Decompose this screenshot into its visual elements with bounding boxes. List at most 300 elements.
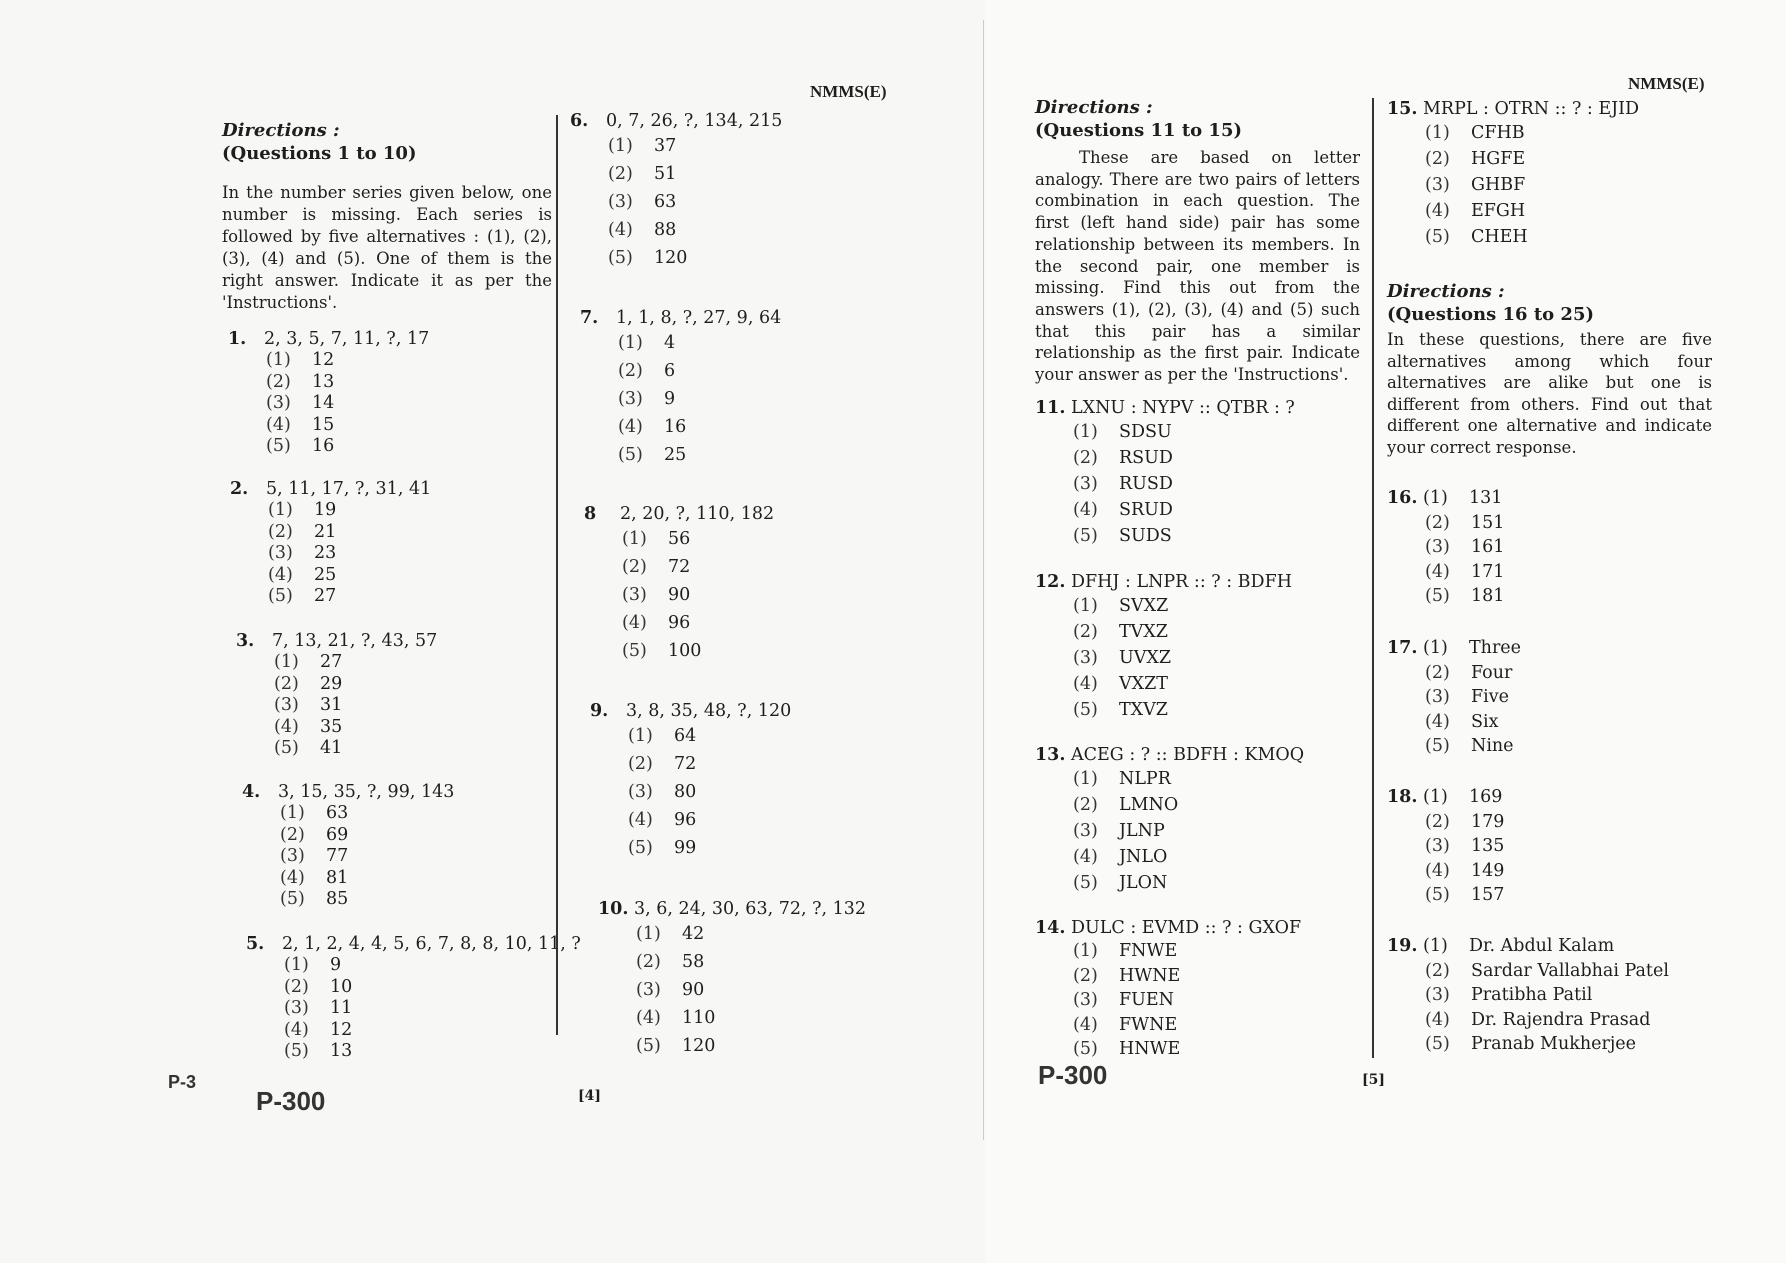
option-value: 41 [320, 738, 343, 758]
option-value: RSUD [1119, 448, 1173, 468]
option-row [284, 1020, 581, 1042]
option-value: Four [1471, 662, 1513, 683]
option-row [280, 889, 454, 911]
option-value: 181 [1471, 586, 1505, 606]
option-value: Pratibha Patil [1471, 985, 1593, 1005]
question-number: 7. [580, 308, 599, 328]
option-value: 69 [326, 824, 349, 845]
question-13 [1035, 744, 1304, 896]
option-row [636, 948, 866, 976]
option-row [636, 976, 866, 1004]
option-value: JLON [1119, 873, 1168, 893]
option-value: 25 [314, 564, 337, 585]
option-value: Six [1471, 711, 1499, 732]
option-row [1425, 584, 1504, 609]
option-row [284, 977, 581, 999]
question-stem: 0, 7, 26, ?, 134, 215 [606, 111, 783, 131]
option-row [1073, 1037, 1301, 1062]
option-number: (2) [1425, 149, 1450, 169]
option-row [1425, 834, 1504, 859]
directions-range: (Questions 1 to 10) [222, 143, 417, 164]
directions-text: These are based on letter analogy. There are two pairs of letters combination in each question. The first (left hand side) pair has some relationship between its members. In the second pair, one member is missing. Find this out from the answers (1), (2), (3), (4) and (5) such that this pair has a similar relationship as the first pair. Indicate your answer as per the 'Instructions'. [1035, 148, 1360, 385]
option-number: (3) [1425, 836, 1450, 856]
option-value: JLNP [1119, 821, 1165, 841]
option-number: (5) [1425, 885, 1450, 905]
option-value: NLPR [1119, 769, 1171, 789]
option-number: (3) [1425, 175, 1450, 195]
option-number: (4) [1425, 561, 1450, 582]
option-row [1073, 419, 1295, 445]
option-value: 25 [664, 445, 687, 465]
option-value: EFGH [1471, 201, 1526, 221]
option-value: 179 [1471, 811, 1505, 832]
question-number: 8 [584, 504, 597, 524]
question-10 [598, 898, 866, 1060]
option-row [622, 553, 774, 581]
option-row [618, 441, 781, 469]
option-number: (5) [1073, 700, 1098, 720]
option-number: (3) [1425, 985, 1450, 1005]
option-number: (4) [618, 417, 643, 437]
option-value: 151 [1471, 512, 1505, 533]
option-value: 149 [1471, 860, 1505, 881]
option-number: (1) [622, 529, 647, 549]
question-number: 4. [242, 782, 261, 802]
option-value: 88 [654, 220, 677, 240]
option-number: (5) [284, 1041, 309, 1061]
question-number: 15. [1387, 99, 1418, 119]
question-stem: ACEG : ? :: BDFH : KMOQ [1071, 745, 1305, 765]
option-row [1073, 697, 1292, 723]
option-number: (5) [274, 738, 299, 758]
option-number: (1) [1425, 123, 1450, 143]
option-number: (4) [274, 716, 299, 737]
option-row [1073, 671, 1292, 697]
question-stem: 3, 8, 35, 48, ?, 120 [626, 701, 792, 721]
option-row [622, 525, 774, 553]
question-18 [1387, 785, 1504, 908]
option-value: 81 [326, 867, 349, 888]
option-row [628, 722, 791, 750]
option-value: 77 [326, 846, 349, 866]
option-row [284, 998, 581, 1020]
option-number: (3) [268, 543, 293, 563]
option-number: (1) [628, 726, 653, 746]
option-row [268, 565, 431, 587]
question-number: 11. [1035, 398, 1066, 418]
option-number: (5) [268, 586, 293, 606]
options-list [1425, 511, 1504, 609]
question-19 [1387, 934, 1669, 1057]
option-value: TVXZ [1119, 622, 1168, 642]
option-value: 13 [312, 371, 335, 392]
options-list [280, 803, 454, 911]
option-number: (4) [636, 1008, 661, 1028]
question-1 [228, 328, 429, 458]
option-number: (1) [284, 955, 309, 975]
option-row [1425, 710, 1521, 735]
question-4 [242, 781, 454, 911]
option-number: (3) [608, 192, 633, 212]
option-value: CHEH [1471, 227, 1528, 247]
option-value: UVXZ [1119, 648, 1172, 668]
option-number: (4) [1425, 201, 1450, 221]
question-number: 1. [228, 329, 247, 349]
option-value: TXVZ [1119, 700, 1168, 720]
option-value: 72 [668, 557, 691, 577]
option-row [1073, 844, 1304, 870]
option-number: (1) [1423, 488, 1448, 508]
option-number: (5) [1425, 1034, 1450, 1054]
option-number: (1) [636, 924, 661, 944]
option-row [1073, 964, 1301, 989]
page-number-left: [4] [578, 1088, 601, 1104]
options-list [1425, 661, 1521, 759]
option-number: (4) [1073, 500, 1098, 520]
option-row [266, 436, 429, 458]
option-number: (4) [608, 220, 633, 240]
option-number: (2) [266, 371, 291, 392]
option-row [1425, 734, 1521, 759]
option-row [1425, 224, 1639, 250]
option-number: (1) [280, 803, 305, 823]
option-number: (2) [1073, 795, 1098, 815]
option-value: 12 [312, 350, 335, 370]
option-value: VXZT [1119, 674, 1168, 694]
question-number: 2. [230, 479, 249, 499]
option-number: (5) [1073, 873, 1098, 893]
option-value: 96 [668, 613, 691, 633]
option-row [274, 652, 437, 674]
option-value: 12 [330, 1019, 353, 1040]
option-value: 42 [682, 924, 705, 944]
question-number: 6. [570, 111, 589, 131]
option-number: (2) [274, 673, 299, 694]
header-left: NMMS(E) [810, 82, 887, 101]
question-number: 17. [1387, 638, 1418, 658]
options-list [608, 132, 782, 272]
option-row [628, 750, 791, 778]
option-row [618, 385, 781, 413]
option-value: JNLO [1119, 847, 1168, 867]
options-list [274, 652, 437, 760]
option-row [1073, 988, 1301, 1013]
question-number: 3. [236, 631, 255, 651]
page-number-right: [5] [1362, 1072, 1385, 1088]
option-row [268, 500, 431, 522]
option-value: FWNE [1119, 1014, 1178, 1035]
option-number: (2) [1425, 960, 1450, 981]
option-number: (4) [284, 1019, 309, 1040]
option-row [274, 674, 437, 696]
option-row [1425, 1008, 1669, 1033]
option-number: (1) [608, 136, 633, 156]
option-value: 6 [664, 361, 676, 381]
option-value: 120 [682, 1036, 716, 1056]
option-row [1073, 523, 1295, 549]
directions-range: (Questions 11 to 15) [1035, 120, 1242, 141]
option-value: LMNO [1119, 795, 1179, 815]
option-number: (2) [1425, 512, 1450, 533]
question-17 [1387, 636, 1521, 759]
option-number: (3) [628, 782, 653, 802]
option-value: 100 [668, 641, 702, 661]
option-row [622, 637, 774, 665]
option-row [1073, 818, 1304, 844]
option-value: HNWE [1119, 1039, 1181, 1059]
option-value: SDSU [1119, 422, 1172, 442]
options-list [1073, 766, 1304, 896]
option-number: (4) [280, 867, 305, 888]
option-value: 13 [330, 1041, 353, 1061]
option-number: (3) [284, 998, 309, 1018]
option-number: (3) [618, 389, 643, 409]
option-value: 169 [1469, 787, 1503, 807]
option-row [1073, 445, 1295, 471]
option-number: (2) [268, 521, 293, 542]
option-row [1425, 198, 1639, 224]
question-14 [1035, 917, 1301, 1062]
option-row [274, 717, 437, 739]
option-row [266, 393, 429, 415]
option-value: 23 [314, 543, 337, 563]
option-value: 11 [330, 998, 353, 1018]
option-value: 27 [320, 652, 343, 672]
option-value: 120 [654, 248, 688, 268]
option-number: (2) [636, 952, 661, 972]
option-number: (1) [268, 500, 293, 520]
option-row [280, 825, 454, 847]
option-number: (4) [622, 613, 647, 633]
options-list [628, 722, 791, 862]
option-value: 157 [1471, 885, 1505, 905]
option-value: GHBF [1471, 175, 1526, 195]
option-number: (2) [1425, 662, 1450, 683]
option-row [1425, 535, 1504, 560]
option-number: (4) [1073, 674, 1098, 694]
option-row [608, 244, 782, 272]
option-row [274, 738, 437, 760]
option-number: (5) [608, 248, 633, 268]
option-row [284, 955, 581, 977]
option-value: FNWE [1119, 941, 1178, 961]
option-number: (3) [274, 695, 299, 715]
footer-left: P-300 [256, 1086, 326, 1116]
footer-right: P-300 [1038, 1060, 1108, 1090]
option-row [266, 372, 429, 394]
option-row [1425, 810, 1504, 835]
option-number: (1) [1073, 769, 1098, 789]
option-row [628, 806, 791, 834]
option-row [1073, 645, 1292, 671]
option-row [636, 1004, 866, 1032]
question-3 [236, 630, 437, 760]
option-row [1425, 685, 1521, 710]
option-number: (5) [266, 436, 291, 456]
option-row [628, 834, 791, 862]
option-value: RUSD [1119, 474, 1173, 494]
option-value: 90 [668, 585, 691, 605]
option-number: (5) [1073, 526, 1098, 546]
option-number: (1) [1423, 936, 1448, 956]
question-stem: LXNU : NYPV :: QTBR : ? [1071, 398, 1295, 418]
option-value: Nine [1471, 736, 1514, 756]
question-12 [1035, 571, 1292, 723]
option-row [268, 586, 431, 608]
option-value: 161 [1471, 537, 1505, 557]
option-number: (3) [622, 585, 647, 605]
option-value: 15 [312, 414, 335, 435]
question-5 [246, 933, 581, 1063]
question-9 [590, 700, 791, 862]
option-number: (4) [628, 810, 653, 830]
option-number: (5) [280, 889, 305, 909]
option-value: 135 [1471, 836, 1505, 856]
option-number: (1) [274, 652, 299, 672]
option-value: 37 [654, 136, 677, 156]
option-value: 9 [330, 955, 342, 975]
option-number: (4) [1425, 860, 1450, 881]
option-number: (2) [1073, 622, 1098, 642]
option-row [628, 778, 791, 806]
option-value: 4 [664, 333, 676, 353]
option-value: 63 [654, 192, 677, 212]
option-row [608, 216, 782, 244]
question-stem: 7, 13, 21, ?, 43, 57 [272, 631, 438, 651]
option-value: 80 [674, 782, 697, 802]
option-number: (4) [268, 564, 293, 585]
option-row [622, 581, 774, 609]
question-11 [1035, 397, 1295, 549]
option-number: (2) [280, 824, 305, 845]
option-row [1425, 146, 1639, 172]
question-15 [1387, 98, 1639, 250]
directions-1 [222, 120, 552, 314]
option-row [1425, 511, 1504, 536]
option-value: 72 [674, 754, 697, 774]
question-number: 16. [1387, 488, 1418, 508]
option-value: HGFE [1471, 149, 1526, 169]
option-value: 51 [654, 164, 677, 184]
option-row [274, 695, 437, 717]
option-value: 35 [320, 716, 343, 737]
option-number: (5) [628, 838, 653, 858]
option-row [618, 329, 781, 357]
question-stem: 1, 1, 8, ?, 27, 9, 64 [616, 308, 782, 328]
option-number: (3) [266, 393, 291, 413]
option-row [1425, 172, 1639, 198]
option-value: CFHB [1471, 123, 1525, 143]
option-value: 14 [312, 393, 335, 413]
question-number: 12. [1035, 572, 1066, 592]
option-number: (1) [1073, 422, 1098, 442]
option-number: (5) [622, 641, 647, 661]
question-number: 13. [1035, 745, 1066, 765]
option-row [284, 1041, 581, 1063]
option-number: (5) [1425, 586, 1450, 606]
question-number: 19. [1387, 936, 1418, 956]
header-right: NMMS(E) [1628, 74, 1705, 93]
directions-2 [1035, 97, 1360, 386]
option-number: (4) [266, 414, 291, 435]
option-row [636, 1032, 866, 1060]
options-list [636, 920, 866, 1060]
question-6 [570, 110, 782, 272]
option-value: 29 [320, 673, 343, 694]
option-number: (3) [1073, 474, 1098, 494]
option-row [618, 413, 781, 441]
page-fold [983, 20, 984, 1140]
option-value: 64 [674, 726, 697, 746]
question-2 [230, 478, 431, 608]
option-number: (1) [1073, 596, 1098, 616]
option-value: 131 [1469, 488, 1503, 508]
option-number: (5) [618, 445, 643, 465]
option-number: (2) [622, 557, 647, 577]
option-value: 16 [312, 436, 335, 456]
option-row [1073, 939, 1301, 964]
options-list [284, 955, 581, 1063]
question-stem: DFHJ : LNPR :: ? : BDFH [1071, 572, 1292, 592]
option-value: FUEN [1119, 990, 1174, 1010]
option-number: (5) [1425, 736, 1450, 756]
option-row [622, 609, 774, 637]
options-list [1073, 939, 1301, 1062]
option-row [1425, 661, 1521, 686]
option-value: 99 [674, 838, 697, 858]
option-row [280, 846, 454, 868]
question-stem: 5, 11, 17, ?, 31, 41 [266, 479, 432, 499]
directions-range: (Questions 16 to 25) [1387, 304, 1594, 325]
question-stem: DULC : EVMD :: ? : GXOF [1071, 918, 1302, 938]
option-row [1073, 619, 1292, 645]
option-value: 19 [314, 500, 337, 520]
option-number: (1) [1423, 638, 1448, 658]
question-number: 10. [598, 899, 629, 919]
option-row [280, 803, 454, 825]
option-value: 96 [674, 810, 697, 830]
option-row [1425, 883, 1504, 908]
column-rule-left [556, 115, 558, 1035]
option-number: (3) [280, 846, 305, 866]
option-row [268, 522, 431, 544]
options-list [1425, 959, 1669, 1057]
option-row [1425, 959, 1669, 984]
option-value: 58 [682, 952, 705, 972]
option-value: Sardar Vallabhai Patel [1471, 960, 1669, 981]
question-stem: 2, 1, 2, 4, 4, 5, 6, 7, 8, 8, 10, 11, ? [282, 934, 581, 954]
footer-left-cut: P-3 [168, 1072, 197, 1092]
directions-title: Directions : [222, 120, 340, 141]
option-number: (3) [1073, 990, 1098, 1010]
options-list [266, 350, 429, 458]
option-number: (4) [1073, 847, 1098, 867]
option-number: (2) [284, 976, 309, 997]
question-stem: 2, 20, ?, 110, 182 [620, 504, 775, 524]
question-stem: MRPL : OTRN :: ? : EJID [1423, 99, 1640, 119]
option-row [266, 350, 429, 372]
option-value: 31 [320, 695, 343, 715]
option-number: (1) [1073, 941, 1098, 961]
option-value: 16 [664, 417, 687, 437]
options-list [1073, 593, 1292, 723]
column-rule-right [1372, 98, 1374, 1058]
option-row [280, 868, 454, 890]
option-number: (3) [1073, 821, 1098, 841]
directions-text: In the number series given below, one number is missing. Each series is followed by five alternatives : (1), (2), (3), (4) and (5). One of them is the right answer. Indicate it as per the 'Instructions'. [222, 183, 552, 312]
option-row [1425, 1032, 1669, 1057]
option-value: 21 [314, 521, 337, 542]
